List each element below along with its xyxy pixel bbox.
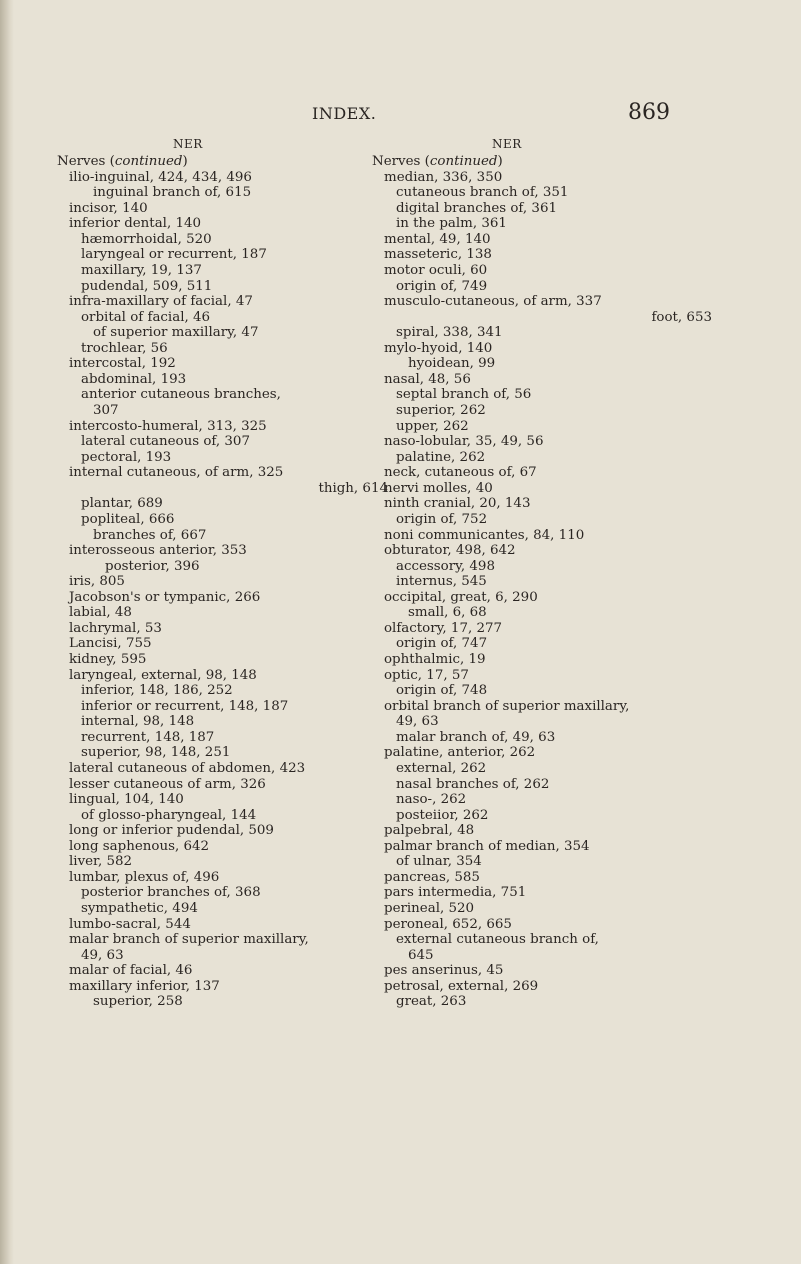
- index-entry: mental, 49, 140: [384, 231, 491, 247]
- index-entry: inguinal branch of, 615: [93, 185, 252, 201]
- index-entry: long saphenous, 642: [69, 838, 210, 854]
- index-entry: posterior branches of, 368: [81, 885, 261, 901]
- index-entry: anterior cutaneous branches,: [81, 387, 281, 403]
- index-entry: foot, 653: [651, 309, 712, 325]
- left-column-head: NER: [173, 137, 203, 151]
- index-entry: nasal branches of, 262: [396, 776, 550, 792]
- index-entry: iris, 805: [69, 574, 125, 590]
- index-entry: lateral cutaneous of abdomen, 423: [69, 760, 306, 776]
- index-entry: internus, 545: [396, 574, 487, 590]
- index-entry: malar branch of, 49, 63: [396, 729, 556, 745]
- index-entry: naso-lobular, 35, 49, 56: [384, 434, 544, 450]
- index-entry: 307: [93, 403, 119, 418]
- index-entry: petrosal, external, 269: [384, 978, 539, 994]
- right-column-head: NER: [492, 137, 522, 151]
- index-entry: [372, 154, 716, 170]
- index-entry: pectoral, 193: [81, 449, 172, 465]
- index-entry: inferior dental, 140: [69, 216, 202, 232]
- index-entry: 49, 63: [81, 947, 124, 963]
- index-entry: of glosso-pharyngeal, 144: [81, 807, 257, 823]
- index-entry: spiral, 338, 341: [396, 325, 503, 341]
- index-entry: neck, cutaneous of, 67: [384, 465, 537, 481]
- index-entry: lachrymal, 53: [69, 620, 162, 636]
- index-entry: lesser cutaneous of arm, 326: [69, 776, 266, 792]
- index-entry: orbital branch of superior maxillary,: [384, 698, 630, 714]
- index-entry: palatine, anterior, 262: [384, 745, 536, 761]
- index-entry: median, 336, 350: [384, 169, 503, 185]
- page-number: 869: [628, 100, 670, 125]
- index-entry: ninth cranial, 20, 143: [384, 496, 531, 512]
- entry-heading-italic: continued: [429, 154, 498, 169]
- index-entry: hæmorrhoidal, 520: [81, 231, 212, 247]
- index-entry: origin of, 747: [396, 636, 488, 652]
- index-entry: inferior, 148, 186, 252: [81, 683, 233, 699]
- index-entry: recurrent, 148, 187: [81, 729, 215, 745]
- index-entry: malar of facial, 46: [69, 963, 193, 979]
- index-entry: Jacobson's or tympanic, 266: [69, 589, 261, 605]
- index-entry: obturator, 498, 642: [384, 543, 516, 559]
- index-entry: origin of, 752: [396, 511, 488, 527]
- index-entry: abdominal, 193: [81, 371, 187, 387]
- index-entry: digital branches of, 361: [396, 200, 557, 216]
- index-entry: trochlear, 56: [81, 340, 168, 356]
- index-entry: superior, 98, 148, 251: [81, 745, 231, 761]
- page-title: INDEX.: [312, 104, 377, 123]
- index-entry: posterior, 396: [105, 558, 200, 574]
- index-entry: cutaneous branch of, 351: [396, 185, 569, 201]
- index-entry: incisor, 140: [69, 200, 148, 216]
- entry-heading-close: ): [497, 154, 503, 169]
- entry-heading-close: ): [182, 154, 188, 169]
- index-entry: pancreas, 585: [384, 869, 480, 885]
- index-entry: palmar branch of median, 354: [384, 838, 590, 854]
- index-entry: liver, 582: [69, 854, 133, 870]
- right-index-column: [372, 154, 716, 1010]
- index-entry: ophthalmic, 19: [384, 652, 486, 667]
- index-entry: of superior maxillary, 47: [93, 325, 259, 341]
- index-entry: perineal, 520: [384, 901, 475, 916]
- index-entry: long or inferior pudendal, 509: [69, 823, 274, 839]
- entry-heading-text: Nerves (: [57, 154, 115, 169]
- index-entry: laryngeal or recurrent, 187: [81, 247, 267, 263]
- index-entry: internal cutaneous, of arm, 325: [69, 465, 284, 481]
- index-entry: of ulnar, 354: [396, 854, 482, 870]
- index-entry: musculo-cutaneous, of arm, 337: [384, 294, 602, 310]
- index-entry: 645: [408, 947, 434, 963]
- index-entry: superior, 258: [93, 994, 183, 1010]
- index-entry: nasal, 48, 56: [384, 371, 471, 387]
- index-entry: olfactory, 17, 277: [384, 620, 503, 636]
- index-entry: maxillary, 19, 137: [81, 262, 202, 278]
- entry-heading-text: Nerves (: [372, 154, 430, 169]
- index-entry: external, 262: [396, 760, 487, 776]
- page-spine-shadow: [0, 0, 14, 1264]
- index-entry: optic, 17, 57: [384, 667, 469, 683]
- index-entry: ilio-inguinal, 424, 434, 496: [69, 169, 252, 185]
- index-entry: labial, 48: [69, 605, 132, 621]
- index-entry: in the palm, 361: [396, 216, 507, 232]
- index-entry: plantar, 689: [81, 496, 163, 512]
- index-entry: small, 6, 68: [408, 605, 487, 621]
- index-entry: malar branch of superior maxillary,: [69, 932, 309, 948]
- index-entry: upper, 262: [396, 418, 469, 434]
- index-entry: internal, 98, 148: [81, 714, 195, 730]
- index-entry: intercostal, 192: [69, 356, 176, 372]
- index-entry: intercosto-humeral, 313, 325: [69, 418, 267, 434]
- index-entry: origin of, 749: [396, 278, 488, 294]
- index-entry: popliteal, 666: [81, 511, 175, 527]
- index-entry: inferior or recurrent, 148, 187: [81, 698, 289, 714]
- index-entry: masseteric, 138: [384, 247, 492, 263]
- index-entry: peroneal, 652, 665: [384, 916, 512, 932]
- index-entry: pudendal, 509, 511: [81, 278, 213, 294]
- index-entry: superior, 262: [396, 403, 486, 418]
- left-index-column: [57, 154, 392, 1010]
- index-entry: infra-maxillary of facial, 47: [69, 294, 253, 310]
- index-entry: branches of, 667: [93, 527, 207, 543]
- index-entry: palpebral, 48: [384, 823, 475, 839]
- index-entry: external cutaneous branch of,: [396, 932, 599, 948]
- index-entry: posteiior, 262: [396, 807, 489, 823]
- index-entry: lingual, 104, 140: [69, 792, 184, 808]
- index-entry: origin of, 748: [396, 683, 488, 699]
- index-entry: orbital of facial, 46: [81, 309, 211, 325]
- index-entry: motor oculi, 60: [384, 262, 488, 278]
- index-entry: septal branch of, 56: [396, 387, 532, 403]
- index-entry: [57, 154, 392, 170]
- index-entry: laryngeal, external, 98, 148: [69, 667, 257, 683]
- index-entry: noni communicantes, 84, 110: [384, 527, 585, 543]
- index-entry: lumbar, plexus of, 496: [69, 869, 220, 885]
- index-entry: great, 263: [396, 994, 467, 1010]
- index-entry: lumbo-sacral, 544: [69, 916, 191, 932]
- index-entry: nervi molles, 40: [384, 480, 493, 496]
- entry-heading-italic: continued: [114, 154, 183, 169]
- index-entry: mylo-hyoid, 140: [384, 340, 493, 356]
- index-entry: kidney, 595: [69, 652, 147, 667]
- index-entry: occipital, great, 6, 290: [384, 589, 538, 605]
- index-entry: sympathetic, 494: [81, 901, 198, 916]
- index-entry: accessory, 498: [396, 558, 495, 574]
- index-entry: Lancisi, 755: [69, 636, 152, 652]
- index-entry: maxillary inferior, 137: [69, 978, 220, 994]
- index-entry: 49, 63: [396, 714, 439, 730]
- index-entry: pars intermedia, 751: [384, 885, 527, 901]
- index-entry: palatine, 262: [396, 449, 486, 465]
- index-entry: lateral cutaneous of, 307: [81, 434, 250, 450]
- index-entry: interosseous anterior, 353: [69, 543, 247, 559]
- index-entry: pes anserinus, 45: [384, 963, 504, 979]
- index-entry: hyoidean, 99: [408, 356, 496, 372]
- index-entry: thigh, 614: [318, 480, 388, 496]
- index-entry: naso-, 262: [396, 792, 467, 808]
